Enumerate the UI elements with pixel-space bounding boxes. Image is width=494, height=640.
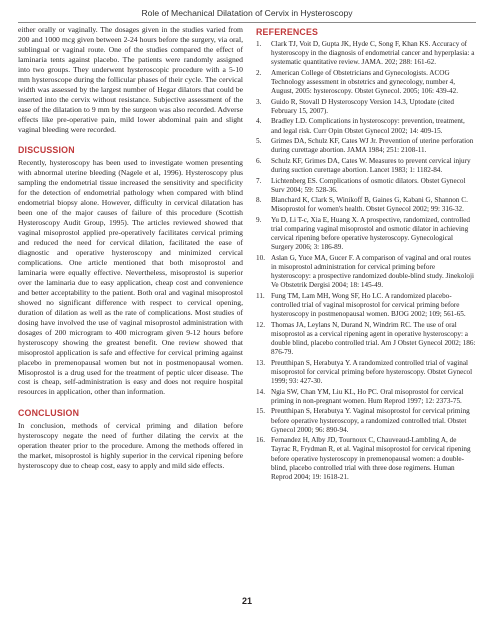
reference-text: Preutthipan S, Herabutya Y. A randomized controlled trial of vaginal misoprostol for cervical priming before hysteroscopy. Obstet Gynecol 1999; 93: 427-30. [271, 358, 473, 386]
right-column [256, 25, 476, 483]
reference-text: Grimes DA, Schulz KF, Cates WJ Jr. Prevention of uterine perforation during curettage abortion. JAMA 1984; 251: 2108-11. [271, 137, 474, 155]
discussion-heading: DISCUSSION [18, 145, 75, 156]
conclusion-heading: CONCLUSION [18, 408, 80, 419]
reference-item [256, 69, 476, 96]
reference-item [256, 388, 476, 406]
reference-item [256, 321, 476, 358]
reference-number: 1. [256, 40, 262, 48]
reference-number: 16. [256, 436, 265, 445]
reference-text: Bradley LD. Complications in hysteroscopy: prevention, treatment, and legal risk. Curr Opin Obstet Gynecol 2002; 14: 409-15. [271, 117, 465, 135]
reference-item [256, 137, 476, 155]
reference-item [256, 196, 476, 214]
reference-text: Fernandez H, Alby JD, Tournoux C, Chauveaud-Lambling A, de Tayrac R, Frydman R, et al. Vaginal misoprostol for cervical ripening before operative hysteroscopy in premenopausal women: a double-blind, placebo controlled trial with three dose regimens. Human Reprod 2004; 19: 1618-21. [271, 436, 471, 481]
conclusion-paragraph: In conclusion, methods of cervical priming and dilation before hysteroscopy negate the need of further dilating the cervix at the operation theater prior to the procedure. Among the methods offered in the market, misoprostol is highly superior in the cervical ripening before hysteroscopy due to cheap cost, easy to apply and mild side effects. [18, 421, 243, 471]
reference-number: 13. [256, 358, 265, 367]
reference-list [256, 40, 476, 482]
reference-item [256, 436, 476, 482]
reference-text: Guido R, Stovall D Hysteroscopy Version 14.3, Uptodate (cited February 15, 2007). [271, 97, 454, 115]
reference-item [256, 157, 476, 175]
reference-text: Lichtenberg ES. Complications of osmotic dilators. Obstet Gynecol Surv 2004; 59: 528-36. [271, 176, 466, 194]
left-column [18, 25, 243, 471]
reference-item [256, 117, 476, 135]
reference-item [256, 98, 476, 116]
reference-text: American College of Obstetricians and Gynecologists. ACOG Technology assessment in obstetrics and gynecology, number 4, August, 2005: hysteroscopy. Obstet Gynecol. 2005; 106: 439-42. [271, 68, 458, 96]
reference-item [256, 407, 476, 434]
reference-number: 11. [256, 291, 265, 300]
reference-number: 7. [256, 176, 262, 185]
methods-paragraph: either orally or vaginally. The dosages given in the studies varied from 200 and 1000 mcg given between 2-24 hours before the surgery, via oral, sublingual or vaginal route. One of the studies compared the effect of laminaria tents against placebo. The patients were randomly assigned into two groups. They underwent hysteroscopic procedure with a 5-10 mm hysteroscope during the follicular phases of their cycle. The cervical width was assessed by the largest number of Hegar dilators that could be inserted into the cervix without resistance. Subjective assessment of the ease of the dilatation to 9 mm by the surgeon was also recorded. Adverse effects like pre-operative pain, mild lower abdominal pain and slight vaginal bleeding were recorded. [18, 25, 243, 134]
reference-item [256, 359, 476, 386]
discussion-paragraph: Recently, hysteroscopy has been used to investigate women presenting with abnormal uterine bleeding (Nagele et al, 1996). Hysteroscopy plus sampling the endometrial tissue increased the sensitivity and specificity for the detection of endometrial pathology when compared with blind endometrial biopsy alone. However, difficulty in cervical dilatation has been one of the major causes of failure of this procedure (Scottish Hysteroscopy Audit Group, 1995). The articles reviewed showed that vaginal misoprostol applied pre-operatively facilitates cervical priming and reduced the need for cervical dilation, facilitated the ease of diagnostic and operative hysteroscopy and minimized cervical complications. One article mentioned that both misoprostol and laminaria were equally effective. Nevertheless, misoprostol is superior over the laminaria due to easy application, cheap cost and convenience and better acceptability to the patient. Both oral and vaginal misoprostol showed no significant difference with respect to cervical opening, duration of dilation as well as the rate of complications. Most studies of dosing have involved the use of vaginal misoprostol administration with dosages of 200 microgram to 400 microgram given 9-12 hours before hysteroscopy showing the greatest benefit. One review showed that misoprostol application is safe and effective for cervical priming against placebo in premenopausal women but not in postmenopausal women. Misoprostol is a drug used for the treatment of peptic ulcer disease. The cost is cheap, self-administration is easy and does not require hospital resources in application, other than information. [18, 158, 243, 397]
reference-number: 12. [256, 320, 265, 329]
reference-text: Aslan G, Yuce MA, Gucer F. A comparison of vaginal and oral routes in misoprostol administration for cervical priming before hysteroscopy: a prospective randomized double-blind study. Jinekoloji Ve Obstetrik Dergisi 2004; 18: 145-49. [271, 253, 474, 290]
page-number: 21 [241, 596, 252, 606]
reference-number: 4. [256, 117, 262, 126]
reference-number: 9. [256, 215, 262, 224]
reference-number: 6. [256, 156, 262, 165]
reference-number: 5. [256, 137, 262, 146]
reference-text: Fung TM, Lam MH, Wong SF, Ho LC. A randomized placebo-controlled trial of vaginal misoprostol for cervical priming before hysteroscopy in postmenopausal women. BJOG 2002; 109; 561-65. [271, 291, 466, 319]
reference-number: 3. [256, 97, 262, 106]
reference-item [256, 216, 476, 253]
header-rule [18, 22, 476, 23]
reference-text: Thomas JA, Leylans N, Durand N, Windrim RC. The use of oral misoprostol as a cervical ripening agent in operative hysteroscopy: a double blind, placebo controlled trial. Am J Obstet Gynecol 2002; 186: 876-79. [271, 320, 476, 357]
references-heading: REFERENCES [256, 27, 319, 37]
reference-text: Clark TJ, Voit D, Gupta JK, Hyde C, Song F, Khan KS. Accuracy of hysteroscopy in the diagnosis of endometrial cancer and hyperplasia: a systematic quantitative review. JAMA. 202; 288: 161-62. [271, 40, 475, 67]
reference-text: Yu D, Li T-c, Xia E, Huang X. A prospective, randomized, controlled trial comparing vaginal misoprostol and osmotic dilator in achieving cervical ripening before operative hysteroscopy. Gynecological Surgery 2006; 3: 186-89. [271, 215, 471, 252]
running-header: Role of Mechanical Dilatation of Cervix in Hysteroscopy [141, 8, 353, 18]
reference-text: Ngia SW, Chan YM, Liu KL, Ho PC. Oral misoprostol for cervical priming in non-pregnant women. Hum Reprod 1997; 12: 2373-75. [271, 387, 464, 405]
reference-item [256, 254, 476, 291]
reference-number: 8. [256, 196, 262, 205]
reference-text: Schulz KF, Grimes DA, Cates W. Measures to prevent cervical injury during suction curettage abortion. Lancet 1983; 1: 1182-84. [271, 156, 471, 174]
reference-number: 15. [256, 407, 265, 416]
reference-number: 14. [256, 387, 265, 396]
reference-number: 10. [256, 253, 265, 262]
reference-item [256, 40, 476, 67]
reference-number: 2. [256, 68, 262, 77]
reference-item [256, 177, 476, 195]
reference-item [256, 292, 476, 319]
reference-text: Blanchard K, Clark S, Winikoff B, Gaines G, Kabani G, Shannon C. Misoprostol for women's health. Obstet Gynecol 2002; 99: 316-32. [271, 196, 468, 214]
reference-text: Preutthipan S, Herabutya Y. Vaginal misoprostol for cervical priming before operative hysteroscopy, a randomized controlled trial. Obstet Gynecol 2000; 96: 890-94. [271, 407, 470, 434]
